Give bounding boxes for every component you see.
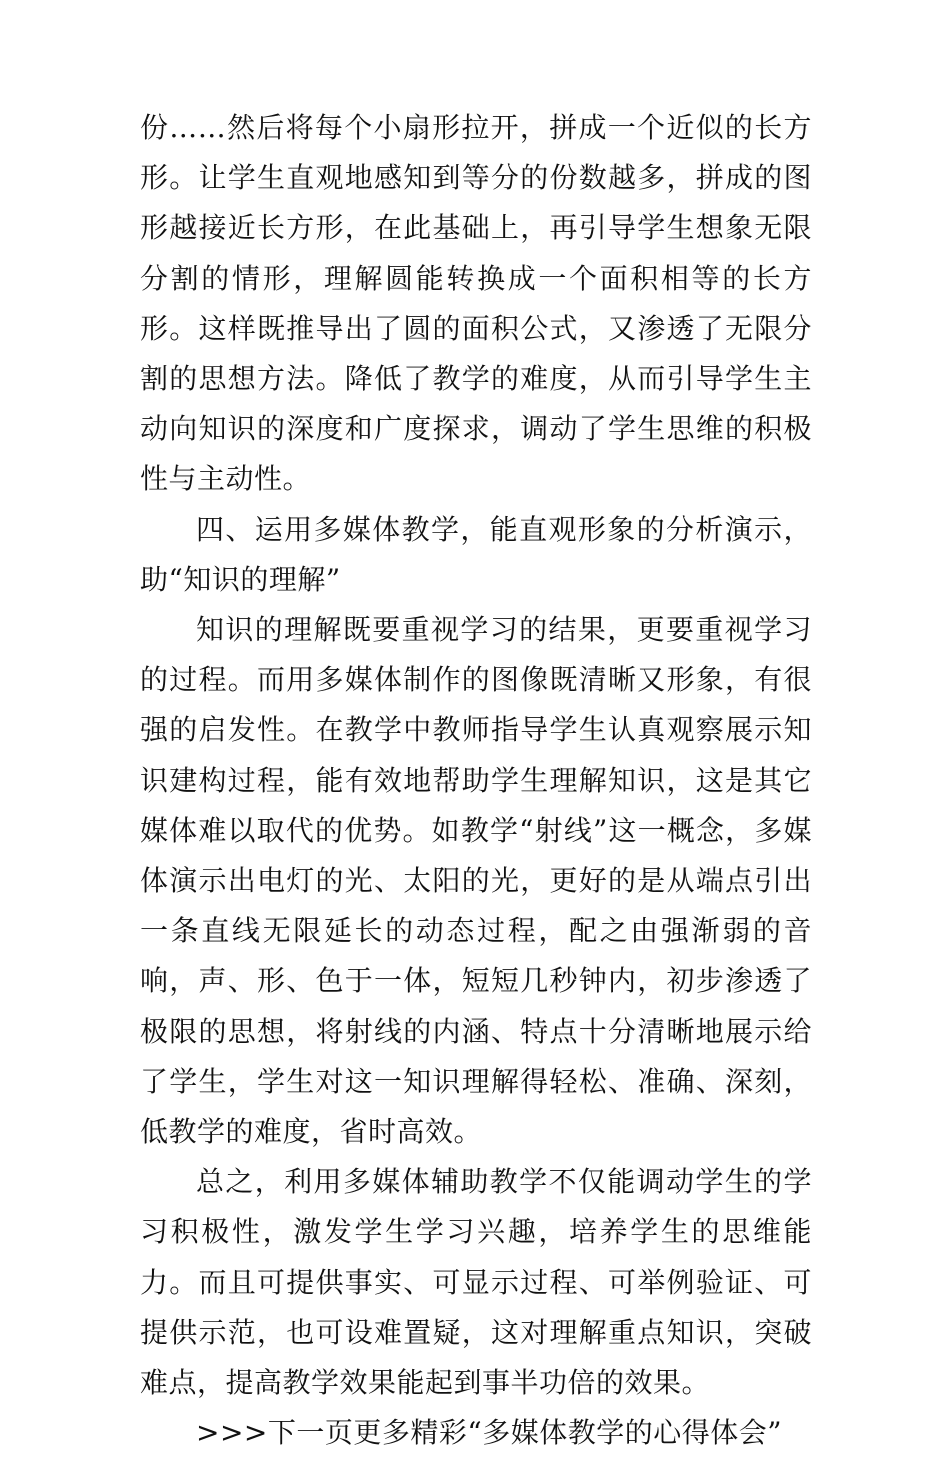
document-body xyxy=(140,103,812,1458)
paragraph-continuation: 份……然后将每个小扇形拉开，拼成一个近似的长方形。让学生直观地感知到等分的份数越多，拼成的图形越接近长方形，在此基础上，再引导学生想象无限分割的情形，理解圆能转换成一个面积相等的长方形。这样既推导出了圆的面积公式，又渗透了无限分割的思想方法。降低了教学的难度，从而引导学生主动向知识的深度和广度探求，调动了学生思维的积极性与主动性。 xyxy=(140,111,812,496)
paragraph-knowledge-understanding: 知识的理解既要重视学习的结果，更要重视学习的过程。而用多媒体制作的图像既清晰又形象，有很强的启发性。在教学中教师指导学生认真观察展示知识建构过程，能有效地帮助学生理解知识，这是其它媒体难以取代的优势。如教学“射线”这一概念，多媒体演示出电灯的光、太阳的光，更好的是从端点引出一条直线无限延长的动态过程，配之由强渐弱的音响，声、形、色于一体，短短几秒钟内，初步渗透了极限的思想，将射线的内涵、特点十分清晰地展示给了学生，学生对这一知识理解得轻松、准确、深刻，低教学的难度，省时高效。 xyxy=(140,613,812,1149)
next-page-link[interactable]: >>>下一页更多精彩“多媒体教学的心得体会” xyxy=(196,1416,783,1450)
section-heading-4: 四、运用多媒体教学，能直观形象的分析演示，助“知识的理解” xyxy=(140,512,812,596)
paragraph-conclusion: 总之，利用多媒体辅助教学不仅能调动学生的学习积极性，激发学生学习兴趣，培养学生的思维能力。而且可提供事实、可显示过程、可举例验证、可提供示范，也可设难置疑，这对理解重点知识，突破难点，提高教学效果能起到事半功倍的效果。 xyxy=(140,1165,812,1400)
